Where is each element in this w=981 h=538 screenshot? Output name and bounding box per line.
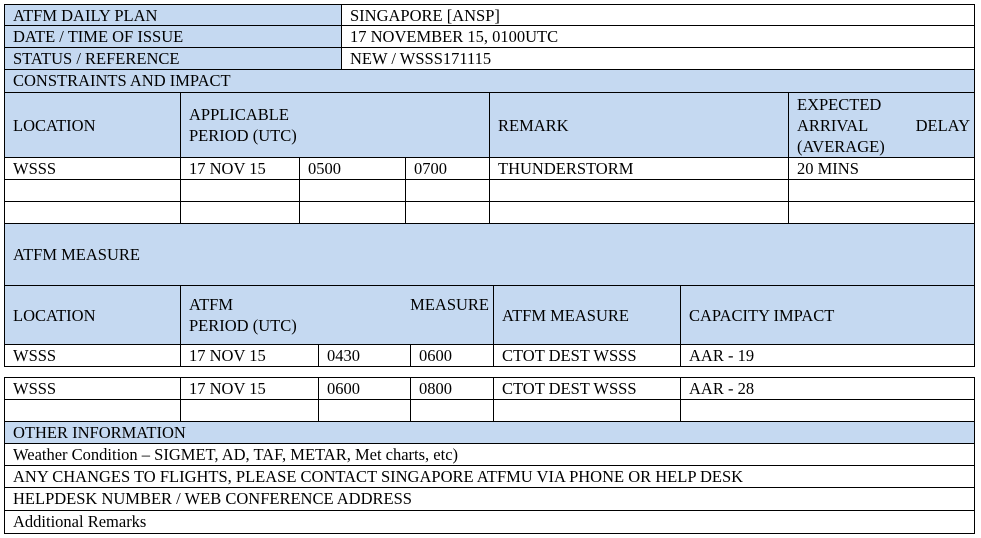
measure-row-1-date: 17 NOV 15: [180, 344, 319, 367]
measure-row-1-location: WSSS: [4, 344, 181, 367]
measures-col-period-line1: [189, 294, 493, 315]
other-weather: Weather Condition – SIGMET, AD, TAF, METAR, Met charts, etc): [4, 443, 975, 466]
constraint-row-1-to: 0700: [405, 157, 490, 180]
other-changes: ANY CHANGES TO FLIGHTS, PLEASE CONTACT SINGAPORE ATFMU VIA PHONE OR HELP DESK: [4, 465, 975, 488]
constraints-col-period: [180, 92, 490, 158]
constraint-row-1-remark: THUNDERSTORM: [489, 157, 789, 180]
constraint-row-2-remark: [489, 179, 789, 202]
constraints-section-title: CONSTRAINTS AND IMPACT: [4, 69, 975, 93]
date-label: DATE / TIME OF ISSUE: [4, 25, 342, 48]
measures-section-title: [4, 223, 975, 286]
constraint-row-2-date: [180, 179, 300, 202]
constraints-col-remark: [489, 92, 789, 158]
constraints-col-period-line1: APPLICABLE: [189, 105, 289, 124]
status-value: NEW / WSSS171115: [341, 47, 975, 70]
measures-col-capacity-label: CAPACITY IMPACT: [689, 305, 835, 325]
measure-row-3-measure: [493, 399, 681, 422]
constraint-row-2-to: [405, 179, 490, 202]
constraints-col-delay-line3: (AVERAGE): [797, 136, 885, 156]
constraint-row-1-delay: 20 MINS: [788, 157, 975, 180]
measure-row-2-measure: CTOT DEST WSSS: [493, 377, 681, 400]
measure-row-2-date: 17 NOV 15: [180, 377, 319, 400]
constraints-col-remark-label: REMARK: [498, 115, 569, 135]
date-value: 17 NOVEMBER 15, 0100UTC: [341, 25, 975, 48]
measure-row-1-measure: CTOT DEST WSSS: [493, 344, 681, 367]
measure-row-1-from: 0430: [318, 344, 411, 367]
measures-col-location-label: LOCATION: [13, 305, 96, 325]
constraint-row-2-from: [299, 179, 406, 202]
measure-row-3-from: [318, 399, 411, 422]
other-section-title: OTHER INFORMATION: [4, 421, 975, 444]
constraint-row-3-delay: [788, 201, 975, 224]
constraint-row-3-date: [180, 201, 300, 224]
constraint-row-2-delay: [788, 179, 975, 202]
measure-row-3-to: [410, 399, 494, 422]
measures-section-title-label: ATFM MEASURE: [13, 245, 140, 264]
measures-col-location: [4, 285, 181, 345]
constraints-col-delay-line2b: DELAY: [915, 115, 970, 135]
measure-row-2-from: 0600: [318, 377, 411, 400]
constraint-row-1-date: 17 NOV 15: [180, 157, 300, 180]
constraints-col-location-label: LOCATION: [13, 115, 96, 135]
constraint-row-1-location: WSSS: [4, 157, 181, 180]
constraints-col-location: [4, 92, 181, 158]
measures-col-period-line1a: ATFM: [189, 295, 234, 314]
measure-row-3-date: [180, 399, 319, 422]
measure-row-3-location: [4, 399, 181, 422]
measure-row-2-capacity: AAR - 28: [680, 377, 975, 400]
constraint-row-2-location: [4, 179, 181, 202]
measures-col-period: [180, 285, 494, 345]
other-remarks: Additional Remarks: [4, 510, 975, 534]
status-label: STATUS / REFERENCE: [4, 47, 342, 70]
measure-row-1-capacity: AAR - 19: [680, 344, 975, 367]
measure-row-2-location: WSSS: [4, 377, 181, 400]
measure-row-1-to: 0600: [410, 344, 494, 367]
constraint-row-3-location: [4, 201, 181, 224]
measures-col-measure: [493, 285, 681, 345]
measures-col-period-line1b: MEASURE: [410, 295, 489, 314]
constraint-row-1-from: 0500: [299, 157, 406, 180]
constraint-row-3-to: [405, 201, 490, 224]
constraints-col-delay-line2: [797, 115, 974, 136]
plan-label: ATFM DAILY PLAN: [4, 4, 342, 26]
constraint-row-3-remark: [489, 201, 789, 224]
constraints-col-period-line2: PERIOD (UTC): [189, 126, 297, 145]
measure-row-2-to: 0800: [410, 377, 494, 400]
measures-col-period-line2: PERIOD (UTC): [189, 316, 297, 335]
measures-col-measure-label: ATFM MEASURE: [502, 305, 629, 325]
plan-value: SINGAPORE [ANSP]: [341, 4, 975, 26]
constraint-row-3-from: [299, 201, 406, 224]
measure-row-3-capacity: [680, 399, 975, 422]
measures-col-capacity: [680, 285, 975, 345]
constraints-col-delay-line2a: ARRIVAL: [797, 115, 869, 135]
constraints-col-delay-line1: EXPECTED: [797, 94, 882, 114]
other-helpdesk: HELPDESK NUMBER / WEB CONFERENCE ADDRESS: [4, 487, 975, 511]
constraints-col-delay: [788, 92, 975, 158]
